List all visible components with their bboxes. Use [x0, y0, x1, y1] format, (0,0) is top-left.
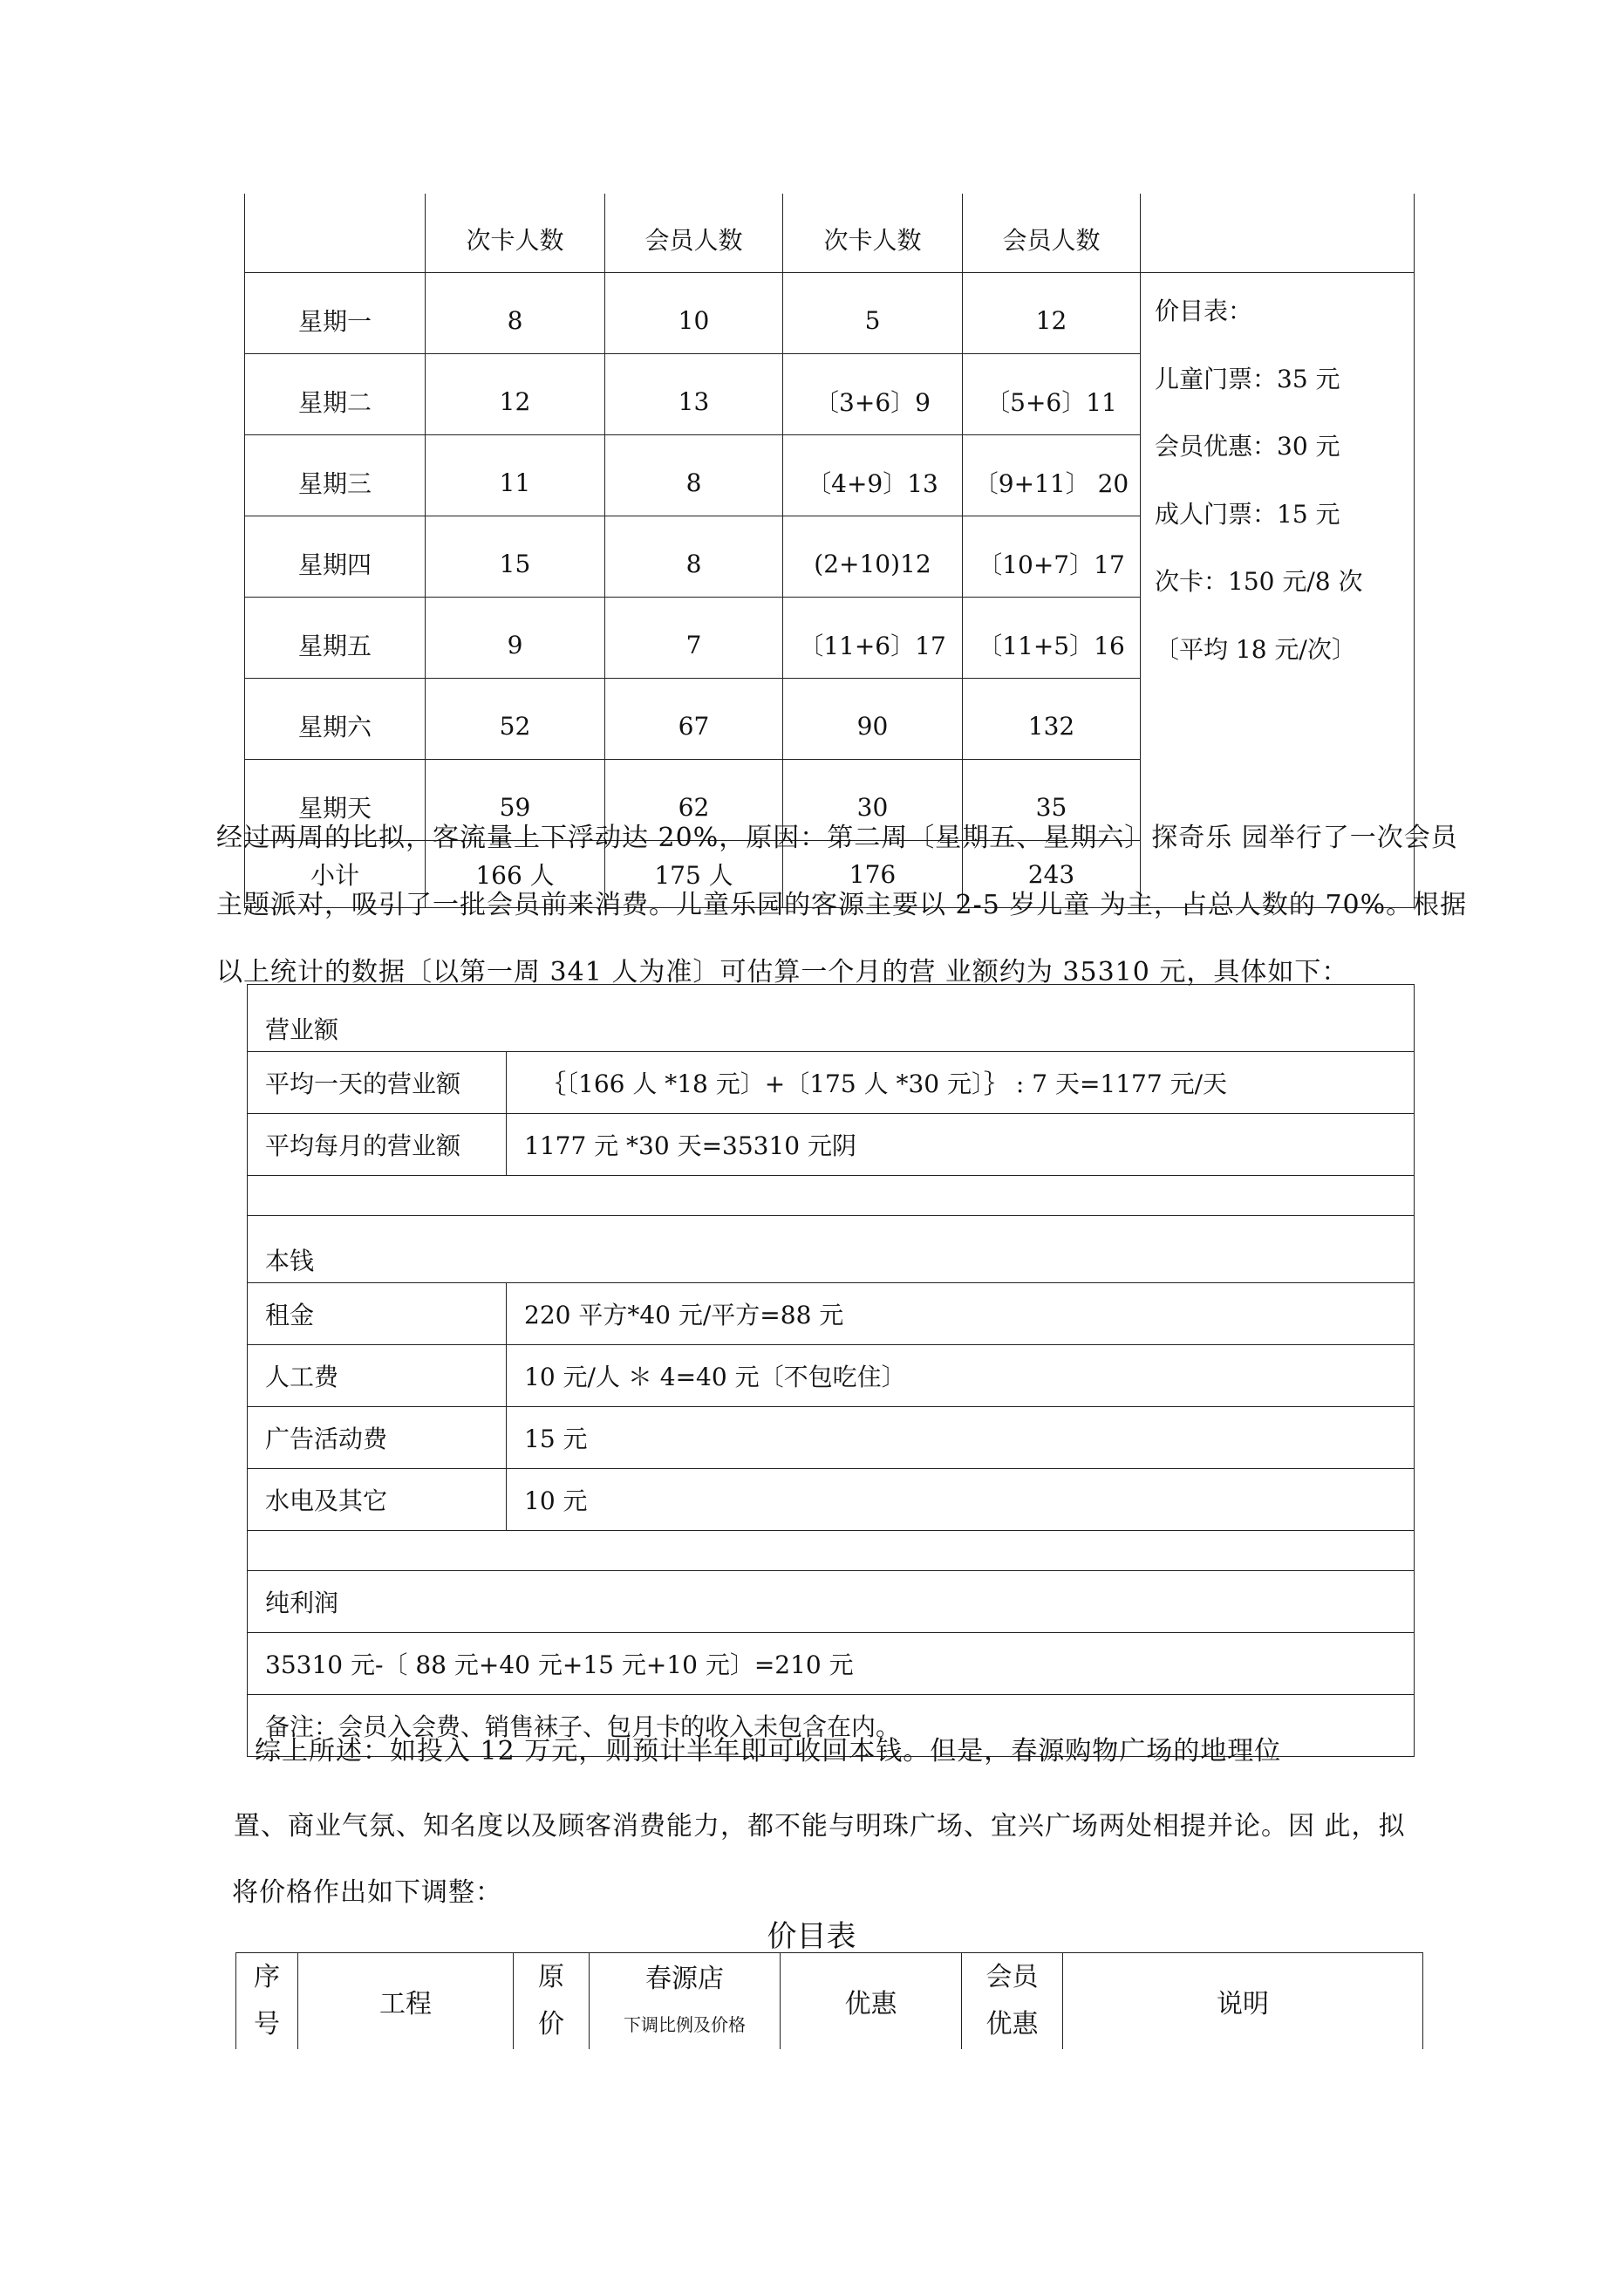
price-list-title: 价目表： — [1155, 297, 1253, 325]
header-text: 序 — [254, 1962, 280, 1992]
value-cell: 〔10+7〕17 — [963, 516, 1141, 598]
table-row — [248, 1052, 1415, 1114]
revenue-header: 营业额 — [248, 985, 1415, 1052]
discount-header: 优惠 — [781, 1953, 962, 2050]
value-cell: 12 — [426, 354, 605, 435]
header-text: 号 — [254, 2009, 280, 2040]
value-cell: 〔9+11〕 20 — [963, 435, 1141, 516]
table-row — [248, 1283, 1415, 1345]
monthly-revenue-value: 1177 元 *30 天=35310 元阴 — [507, 1114, 1415, 1176]
visitor-count-table — [244, 194, 1415, 908]
rent-label: 租金 — [248, 1283, 507, 1345]
subtotal-cell: 243 — [963, 841, 1141, 908]
labor-value: 10 元/人 ＊ 4=40 元〔不包吃住〕 — [507, 1345, 1415, 1407]
cost-header: 本钱 — [248, 1216, 1415, 1283]
ad-label: 广告活动费 — [248, 1407, 507, 1469]
value-cell: 〔5+6〕11 — [963, 354, 1141, 435]
utility-value: 10 元 — [507, 1469, 1415, 1531]
table-row — [248, 1633, 1415, 1695]
section-row — [248, 1216, 1415, 1283]
value-cell: 8 — [426, 273, 605, 354]
day-cell: 星期二 — [245, 354, 426, 435]
day-cell: 星期一 — [245, 273, 426, 354]
header-subtext: 下调比例及价格 — [624, 2013, 746, 2035]
note: 备注：会员入会费、销售袜子、包月卡的收入未包含在内。 — [248, 1695, 1415, 1757]
value-cell: 12 — [963, 273, 1141, 354]
subtotal-cell: 166 人 — [426, 841, 605, 908]
value-cell: 10 — [605, 273, 783, 354]
conclusion-line: 综上所述：如投入 12 万元，则预计半年即可收回本钱。但是，春源购物广场的地理位 — [255, 1736, 1282, 1766]
subtotal-cell: 176 — [783, 841, 963, 908]
price-list-item: 〔平均 18 元/次〕 — [1155, 634, 1356, 664]
profit-value: 35310 元-〔 88 元+40 元+15 元+10 元〕=210 元 — [248, 1633, 1415, 1695]
store-header — [590, 1953, 781, 2050]
table-row — [248, 1114, 1415, 1176]
header-cell — [245, 194, 426, 273]
seq-header — [236, 1953, 298, 2050]
header-cell: 次卡人数 — [783, 194, 963, 273]
subtotal-label: 小计 — [245, 841, 426, 908]
day-cell: 星期五 — [245, 598, 426, 679]
orig-price-header — [514, 1953, 590, 2050]
value-cell: 35 — [963, 760, 1141, 841]
monthly-revenue-label: 平均每月的营业额 — [248, 1114, 507, 1176]
header-cell: 会员人数 — [963, 194, 1141, 273]
header-text: 会员 — [985, 1962, 1039, 1992]
section-row — [248, 985, 1415, 1052]
ad-value: 15 元 — [507, 1407, 1415, 1469]
empty-row — [248, 1531, 1415, 1571]
daily-revenue-label: 平均一天的营业额 — [248, 1052, 507, 1114]
empty-cell — [248, 1531, 1415, 1571]
day-cell: 星期六 — [245, 679, 426, 760]
price-list-item: 会员优惠：30 元 — [1155, 432, 1340, 461]
table-header-row — [236, 1953, 1423, 2050]
header-text: 原 — [538, 1962, 564, 1992]
header-text: 春源店 — [645, 1963, 724, 1994]
header-text: 价 — [538, 2009, 564, 2040]
day-cell: 星期三 — [245, 435, 426, 516]
profit-header: 纯利润 — [248, 1571, 1415, 1633]
value-cell: 7 — [605, 598, 783, 679]
member-discount-header — [962, 1953, 1063, 2050]
table-header-row — [245, 194, 1415, 273]
value-cell: 52 — [426, 679, 605, 760]
utility-label: 水电及其它 — [248, 1469, 507, 1531]
conclusion-line: 置、商业气氛、知名度以及顾客消费能力，都不能与明珠广场、宜兴广场两处相提并论。因 此，拟 — [234, 1811, 1406, 1842]
labor-label: 人工费 — [248, 1345, 507, 1407]
table-row — [245, 273, 1415, 354]
value-cell: 5 — [783, 273, 963, 354]
value-cell: 13 — [605, 354, 783, 435]
header-text: 优惠 — [985, 2009, 1039, 2040]
header-cell: 会员人数 — [605, 194, 783, 273]
price-list-item: 儿童门票：35 元 — [1155, 364, 1340, 393]
value-cell: 90 — [783, 679, 963, 760]
value-cell: 9 — [426, 598, 605, 679]
value-cell: 8 — [605, 435, 783, 516]
analysis-paragraph — [216, 817, 1468, 994]
price-list-item: 成人门票：15 元 — [1155, 499, 1340, 529]
table-row — [248, 1469, 1415, 1531]
rent-value: 220 平方*40 元/平方=88 元 — [507, 1283, 1415, 1345]
value-cell: 15 — [426, 516, 605, 598]
value-cell: 〔4+9〕13 — [783, 435, 963, 516]
paragraph-line: 以上统计的数据〔以第一周 341 人为准〕可估算一个月的营 业额约为 35310 元，具体如下： — [216, 957, 1349, 987]
day-cell: 星期天 — [245, 760, 426, 841]
header-cell — [1141, 194, 1415, 273]
day-cell: 星期四 — [245, 516, 426, 598]
price-list-cell — [1141, 273, 1415, 908]
value-cell: 〔11+5〕16 — [963, 598, 1141, 679]
value-cell: 59 — [426, 760, 605, 841]
price-table-title: 价目表 — [767, 1919, 856, 1954]
daily-revenue-value: ｛〔166 人 *18 元〕+〔175 人 *30 元〕｝ : 7 天=1177 元/天 — [507, 1052, 1415, 1114]
header-cell: 次卡人数 — [426, 194, 605, 273]
value-cell: 〔11+6〕17 — [783, 598, 963, 679]
value-cell: 11 — [426, 435, 605, 516]
project-header: 工程 — [298, 1953, 514, 2050]
conclusion-line: 将价格作出如下调整： — [232, 1877, 502, 1908]
value-cell: 8 — [605, 516, 783, 598]
value-cell: 〔3+6〕9 — [783, 354, 963, 435]
price-table — [235, 1952, 1423, 2049]
section-row — [248, 1571, 1415, 1633]
price-list-item: 次卡：150 元/8 次 — [1155, 567, 1363, 596]
empty-row — [248, 1176, 1415, 1216]
value-cell: 62 — [605, 760, 783, 841]
value-cell: 132 — [963, 679, 1141, 760]
subtotal-cell: 175 人 — [605, 841, 783, 908]
value-cell: 67 — [605, 679, 783, 760]
table-row — [248, 1407, 1415, 1469]
paragraph-line: 主题派对，吸引了一批会员前来消费。儿童乐园的客源主要以 2-5 岁儿童 为主，占总人数的 70%。根据 — [216, 890, 1468, 920]
revenue-cost-table — [247, 984, 1415, 1757]
paragraph-line: 经过两周的比拟，客流量上下浮动达 20%，原因：第二周〔星期五、星期六〕探奇乐 园举行了一次会员 — [216, 823, 1458, 853]
table-row — [248, 1345, 1415, 1407]
description-header: 说明 — [1063, 1953, 1423, 2050]
value-cell: 30 — [783, 760, 963, 841]
empty-cell — [248, 1176, 1415, 1216]
value-cell: (2+10)12 — [783, 516, 963, 598]
